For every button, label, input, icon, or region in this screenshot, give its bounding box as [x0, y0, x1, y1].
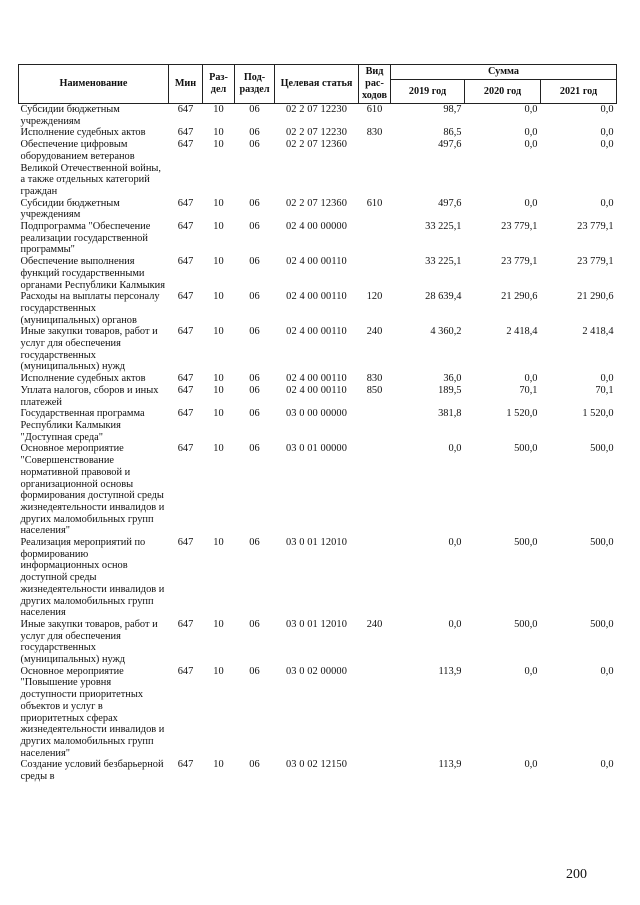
- cell-2019: 28 639,4: [425, 291, 462, 303]
- cell-target-article: 03 0 02 12150: [285, 759, 348, 771]
- header-podrazdel: Под- раздел: [235, 65, 275, 104]
- table-row: [19, 666, 617, 760]
- budget-table: [18, 64, 617, 783]
- cell-podrazdel: 06: [249, 408, 260, 420]
- cell-target-article: 03 0 01 00000: [285, 443, 348, 455]
- cell-razdel: 10: [213, 127, 224, 139]
- table-row: [19, 537, 617, 619]
- cell-razdel: 10: [213, 104, 224, 115]
- cell-min: 647: [177, 104, 194, 115]
- cell-2019: 4 360,2: [430, 326, 462, 338]
- cell-min: 647: [177, 665, 194, 677]
- cell-razdel: 10: [213, 618, 224, 630]
- cell-expense-type: 610: [366, 104, 383, 115]
- header-2020: 2020 год: [465, 80, 541, 104]
- header-min: Мин: [169, 65, 203, 104]
- cell-2019: 36,0: [443, 373, 462, 385]
- cell-podrazdel: 06: [249, 618, 260, 630]
- budget-table-page: [18, 64, 616, 783]
- cell-target-article: 03 0 01 12010: [285, 618, 348, 630]
- cell-podrazdel: 06: [249, 373, 260, 385]
- cell-expense-type: 240: [366, 618, 383, 630]
- header-razdel: Раз- дел: [203, 65, 235, 104]
- cell-2020: 0,0: [524, 127, 538, 139]
- cell-min: 647: [177, 291, 194, 303]
- table-row: [19, 408, 617, 443]
- cell-2019: 0,0: [448, 618, 462, 630]
- table-row: [19, 256, 617, 291]
- cell-2021: 0,0: [600, 139, 614, 151]
- cell-name: Создание условий безбарьерной среды в: [20, 759, 164, 783]
- cell-expense-type: [359, 139, 391, 198]
- cell-2019: 33 225,1: [425, 256, 462, 268]
- cell-name: Иные закупки товаров, работ и услуг для обеспечения государственных (муниципальных) нужд: [20, 618, 158, 666]
- cell-name: Реализация мероприятий по формированию информационных основ доступной среды жизнедеятельности инвалидов и других маломобильных групп населения: [20, 537, 165, 619]
- cell-2019: 113,9: [438, 665, 462, 677]
- cell-2020: 70,1: [519, 384, 538, 396]
- cell-target-article: 02 4 00 00110: [286, 326, 347, 338]
- cell-expense-type: 830: [366, 373, 383, 385]
- cell-expense-type: [359, 408, 391, 443]
- cell-min: 647: [177, 537, 194, 549]
- cell-2021: 500,0: [590, 537, 614, 549]
- cell-razdel: 10: [213, 291, 224, 303]
- cell-min: 647: [177, 221, 194, 233]
- cell-name: Субсидии бюджетным учреждениям: [20, 197, 120, 221]
- cell-name: Государственная программа Республики Калмыкия "Доступная среда": [20, 408, 145, 443]
- cell-expense-type: 830: [366, 127, 383, 139]
- cell-2020: 2 418,4: [506, 326, 538, 338]
- cell-expense-type: [359, 221, 391, 256]
- header-sum: Сумма: [391, 65, 617, 80]
- cell-razdel: 10: [213, 221, 224, 233]
- page-number: 200: [566, 867, 587, 882]
- cell-min: 647: [177, 443, 194, 455]
- table-row: [19, 443, 617, 537]
- cell-2019: 113,9: [438, 759, 462, 771]
- cell-min: 647: [177, 618, 194, 630]
- cell-expense-type: 850: [366, 384, 383, 396]
- cell-2021: 0,0: [600, 665, 614, 677]
- cell-expense-type: [359, 666, 391, 760]
- cell-razdel: 10: [213, 139, 224, 151]
- cell-2020: 23 779,1: [501, 256, 538, 268]
- cell-expense-type: 610: [366, 197, 383, 209]
- cell-name: Расходы на выплаты персоналу государственных (муниципальных) органов: [20, 291, 160, 326]
- table-row: [19, 291, 617, 326]
- cell-podrazdel: 06: [249, 759, 260, 771]
- cell-razdel: 10: [213, 326, 224, 338]
- cell-razdel: 10: [213, 408, 224, 420]
- cell-2021: 500,0: [590, 618, 614, 630]
- cell-expense-type: [359, 443, 391, 537]
- cell-2020: 500,0: [514, 443, 538, 455]
- cell-min: 647: [177, 384, 194, 396]
- cell-target-article: 02 2 07 12230: [285, 104, 348, 115]
- cell-2020: 500,0: [514, 618, 538, 630]
- cell-target-article: 03 0 01 12010: [285, 537, 348, 549]
- cell-expense-type: [359, 759, 391, 782]
- cell-min: 647: [177, 139, 194, 151]
- table-row: [19, 326, 617, 373]
- cell-podrazdel: 06: [249, 291, 260, 303]
- cell-2020: 21 290,6: [501, 291, 538, 303]
- cell-target-article: 02 4 00 00110: [286, 256, 347, 268]
- cell-2019: 86,5: [443, 127, 462, 139]
- table-row: [19, 139, 617, 198]
- cell-razdel: 10: [213, 256, 224, 268]
- cell-name: Исполнение судебных актов: [20, 373, 146, 385]
- cell-min: 647: [177, 326, 194, 338]
- header-2021: 2021 год: [541, 80, 617, 104]
- cell-2020: 23 779,1: [501, 221, 538, 233]
- table-row: [19, 619, 617, 666]
- cell-name: Субсидии бюджетным учреждениям: [20, 104, 120, 127]
- cell-name: Обеспечение выполнения функций государственными органами Республики Калмыкия: [20, 256, 166, 291]
- cell-min: 647: [177, 197, 194, 209]
- cell-podrazdel: 06: [249, 384, 260, 396]
- header-target-article: Целевая статья: [275, 65, 359, 104]
- table-body: [19, 104, 617, 783]
- table-row: [19, 385, 617, 408]
- cell-name: Иные закупки товаров, работ и услуг для обеспечения государственных (муниципальных) нужд: [20, 326, 158, 373]
- cell-podrazdel: 06: [249, 139, 260, 151]
- cell-name: Исполнение судебных актов: [20, 127, 146, 139]
- cell-target-article: 02 4 00 00110: [286, 373, 347, 385]
- cell-expense-type: 120: [366, 291, 383, 303]
- cell-min: 647: [177, 256, 194, 268]
- cell-2021: 0,0: [600, 104, 614, 115]
- cell-podrazdel: 06: [249, 221, 260, 233]
- cell-expense-type: 240: [366, 326, 383, 338]
- cell-razdel: 10: [213, 197, 224, 209]
- cell-2020: 0,0: [524, 139, 538, 151]
- cell-2020: 0,0: [524, 373, 538, 385]
- cell-2021: 70,1: [595, 384, 614, 396]
- table-header: [19, 65, 617, 104]
- cell-name: Подпрограмма "Обеспечение реализации государственной программы": [20, 221, 151, 256]
- cell-podrazdel: 06: [249, 104, 260, 115]
- header-2019: 2019 год: [391, 80, 465, 104]
- cell-target-article: 03 0 02 00000: [285, 665, 348, 677]
- cell-razdel: 10: [213, 384, 224, 396]
- cell-podrazdel: 06: [249, 537, 260, 549]
- cell-2020: 0,0: [524, 197, 538, 209]
- cell-2021: 500,0: [590, 443, 614, 455]
- table-row: [19, 127, 617, 139]
- header-name: Наименование: [19, 65, 169, 104]
- cell-2021: 0,0: [600, 373, 614, 385]
- cell-razdel: 10: [213, 759, 224, 771]
- cell-2021: 1 520,0: [582, 408, 614, 420]
- cell-min: 647: [177, 759, 194, 771]
- cell-2021: 23 779,1: [577, 256, 614, 268]
- cell-target-article: 03 0 00 00000: [285, 408, 348, 420]
- cell-min: 647: [177, 373, 194, 385]
- table-row: [19, 198, 617, 221]
- cell-name: Основное мероприятие "Совершенствование нормативной правовой и организационной основы формирования доступной среды жизнедеятельности инвалидов и других маломобильных групп населения": [20, 443, 165, 537]
- cell-name: Обеспечение цифровым оборудованием ветеранов Великой Отечественной войны, а также отдельных категорий граждан: [20, 139, 161, 197]
- table-row: [19, 373, 617, 385]
- cell-target-article: 02 4 00 00110: [286, 291, 347, 303]
- header-expense-type: Вид рас- ходов: [359, 65, 391, 104]
- cell-name: Уплата налогов, сборов и иных платежей: [20, 384, 159, 408]
- table-row: [19, 759, 617, 782]
- cell-2020: 0,0: [524, 759, 538, 771]
- cell-target-article: 02 4 00 00000: [285, 221, 348, 233]
- table-row: [19, 104, 617, 128]
- cell-target-article: 02 2 07 12360: [285, 197, 348, 209]
- cell-2021: 0,0: [600, 197, 614, 209]
- cell-podrazdel: 06: [249, 443, 260, 455]
- cell-2020: 500,0: [514, 537, 538, 549]
- cell-2019: 98,7: [443, 104, 462, 115]
- cell-2020: 0,0: [524, 665, 538, 677]
- cell-min: 647: [177, 127, 194, 139]
- cell-2021: 0,0: [600, 759, 614, 771]
- cell-2021: 0,0: [600, 127, 614, 139]
- cell-min: 647: [177, 408, 194, 420]
- cell-podrazdel: 06: [249, 665, 260, 677]
- cell-2019: 381,8: [438, 408, 462, 420]
- cell-2019: 497,6: [438, 139, 462, 151]
- cell-2020: 1 520,0: [506, 408, 538, 420]
- cell-razdel: 10: [213, 373, 224, 385]
- cell-2021: 2 418,4: [582, 326, 614, 338]
- cell-podrazdel: 06: [249, 197, 260, 209]
- table-row: [19, 221, 617, 256]
- cell-target-article: 02 2 07 12360: [285, 139, 348, 151]
- cell-podrazdel: 06: [249, 127, 260, 139]
- cell-2021: 21 290,6: [577, 291, 614, 303]
- cell-expense-type: [359, 256, 391, 291]
- cell-2021: 23 779,1: [577, 221, 614, 233]
- cell-razdel: 10: [213, 443, 224, 455]
- cell-2019: 497,6: [438, 197, 462, 209]
- cell-2019: 33 225,1: [425, 221, 462, 233]
- cell-target-article: 02 4 00 00110: [286, 384, 347, 396]
- cell-razdel: 10: [213, 665, 224, 677]
- cell-podrazdel: 06: [249, 326, 260, 338]
- cell-expense-type: [359, 537, 391, 619]
- cell-2020: 0,0: [524, 104, 538, 115]
- cell-2019: 0,0: [448, 443, 462, 455]
- cell-target-article: 02 2 07 12230: [285, 127, 348, 139]
- cell-podrazdel: 06: [249, 256, 260, 268]
- cell-razdel: 10: [213, 537, 224, 549]
- cell-2019: 0,0: [448, 537, 462, 549]
- cell-name: Основное мероприятие "Повышение уровня доступности приоритетных объектов и услуг в приоритетных сферах жизнедеятельности инвалидов и других маломобильных групп населения": [20, 665, 165, 759]
- cell-2019: 189,5: [438, 384, 462, 396]
